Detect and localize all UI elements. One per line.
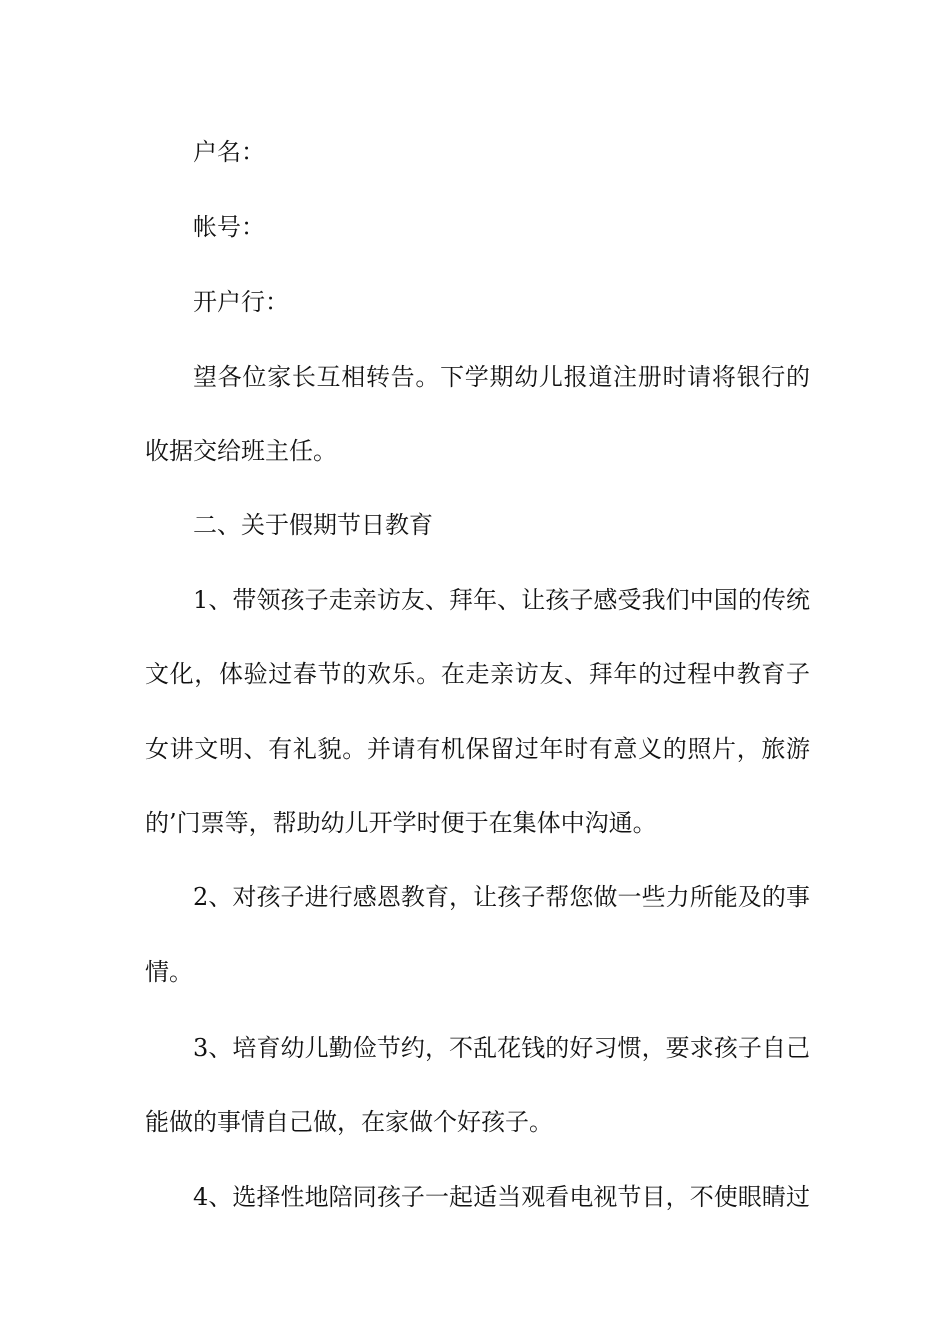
paragraph-line: 收据交给班主任。 — [145, 437, 337, 465]
bank-branch-label: 开户行： — [193, 288, 289, 316]
paragraph-line: 情。 — [145, 958, 193, 986]
paragraph-line: 1、带领孩子走亲访友、拜年、让孩子感受我们中国的传统 — [193, 586, 810, 614]
paragraph-line: 能做的事情自己做，在家做个好孩子。 — [145, 1108, 553, 1136]
section-heading: 二、关于假期节日教育 — [193, 511, 433, 539]
paragraph-line: 女讲文明、有礼貌。并请有机保留过年时有意义的照片，旅游 — [145, 735, 810, 763]
paragraph-line: 4、选择性地陪同孩子一起适当观看电视节目，不使眼睛过 — [193, 1183, 810, 1211]
account-name-label: 户名： — [193, 138, 265, 166]
paragraph-line: 3、培育幼儿勤俭节约，不乱花钱的好习惯，要求孩子自己 — [193, 1034, 810, 1062]
paragraph-line: 文化，体验过春节的欢乐。在走亲访友、拜年的过程中教育子 — [145, 660, 810, 688]
paragraph-line: 的’门票等，帮助幼儿开学时便于在集体中沟通。 — [145, 809, 657, 837]
paragraph-line: 2、对孩子进行感恩教育，让孩子帮您做一些力所能及的事 — [193, 883, 810, 911]
account-number-label: 帐号： — [193, 213, 265, 241]
paragraph-line: 望各位家长互相转告。下学期幼儿报道注册时请将银行的 — [193, 363, 810, 391]
